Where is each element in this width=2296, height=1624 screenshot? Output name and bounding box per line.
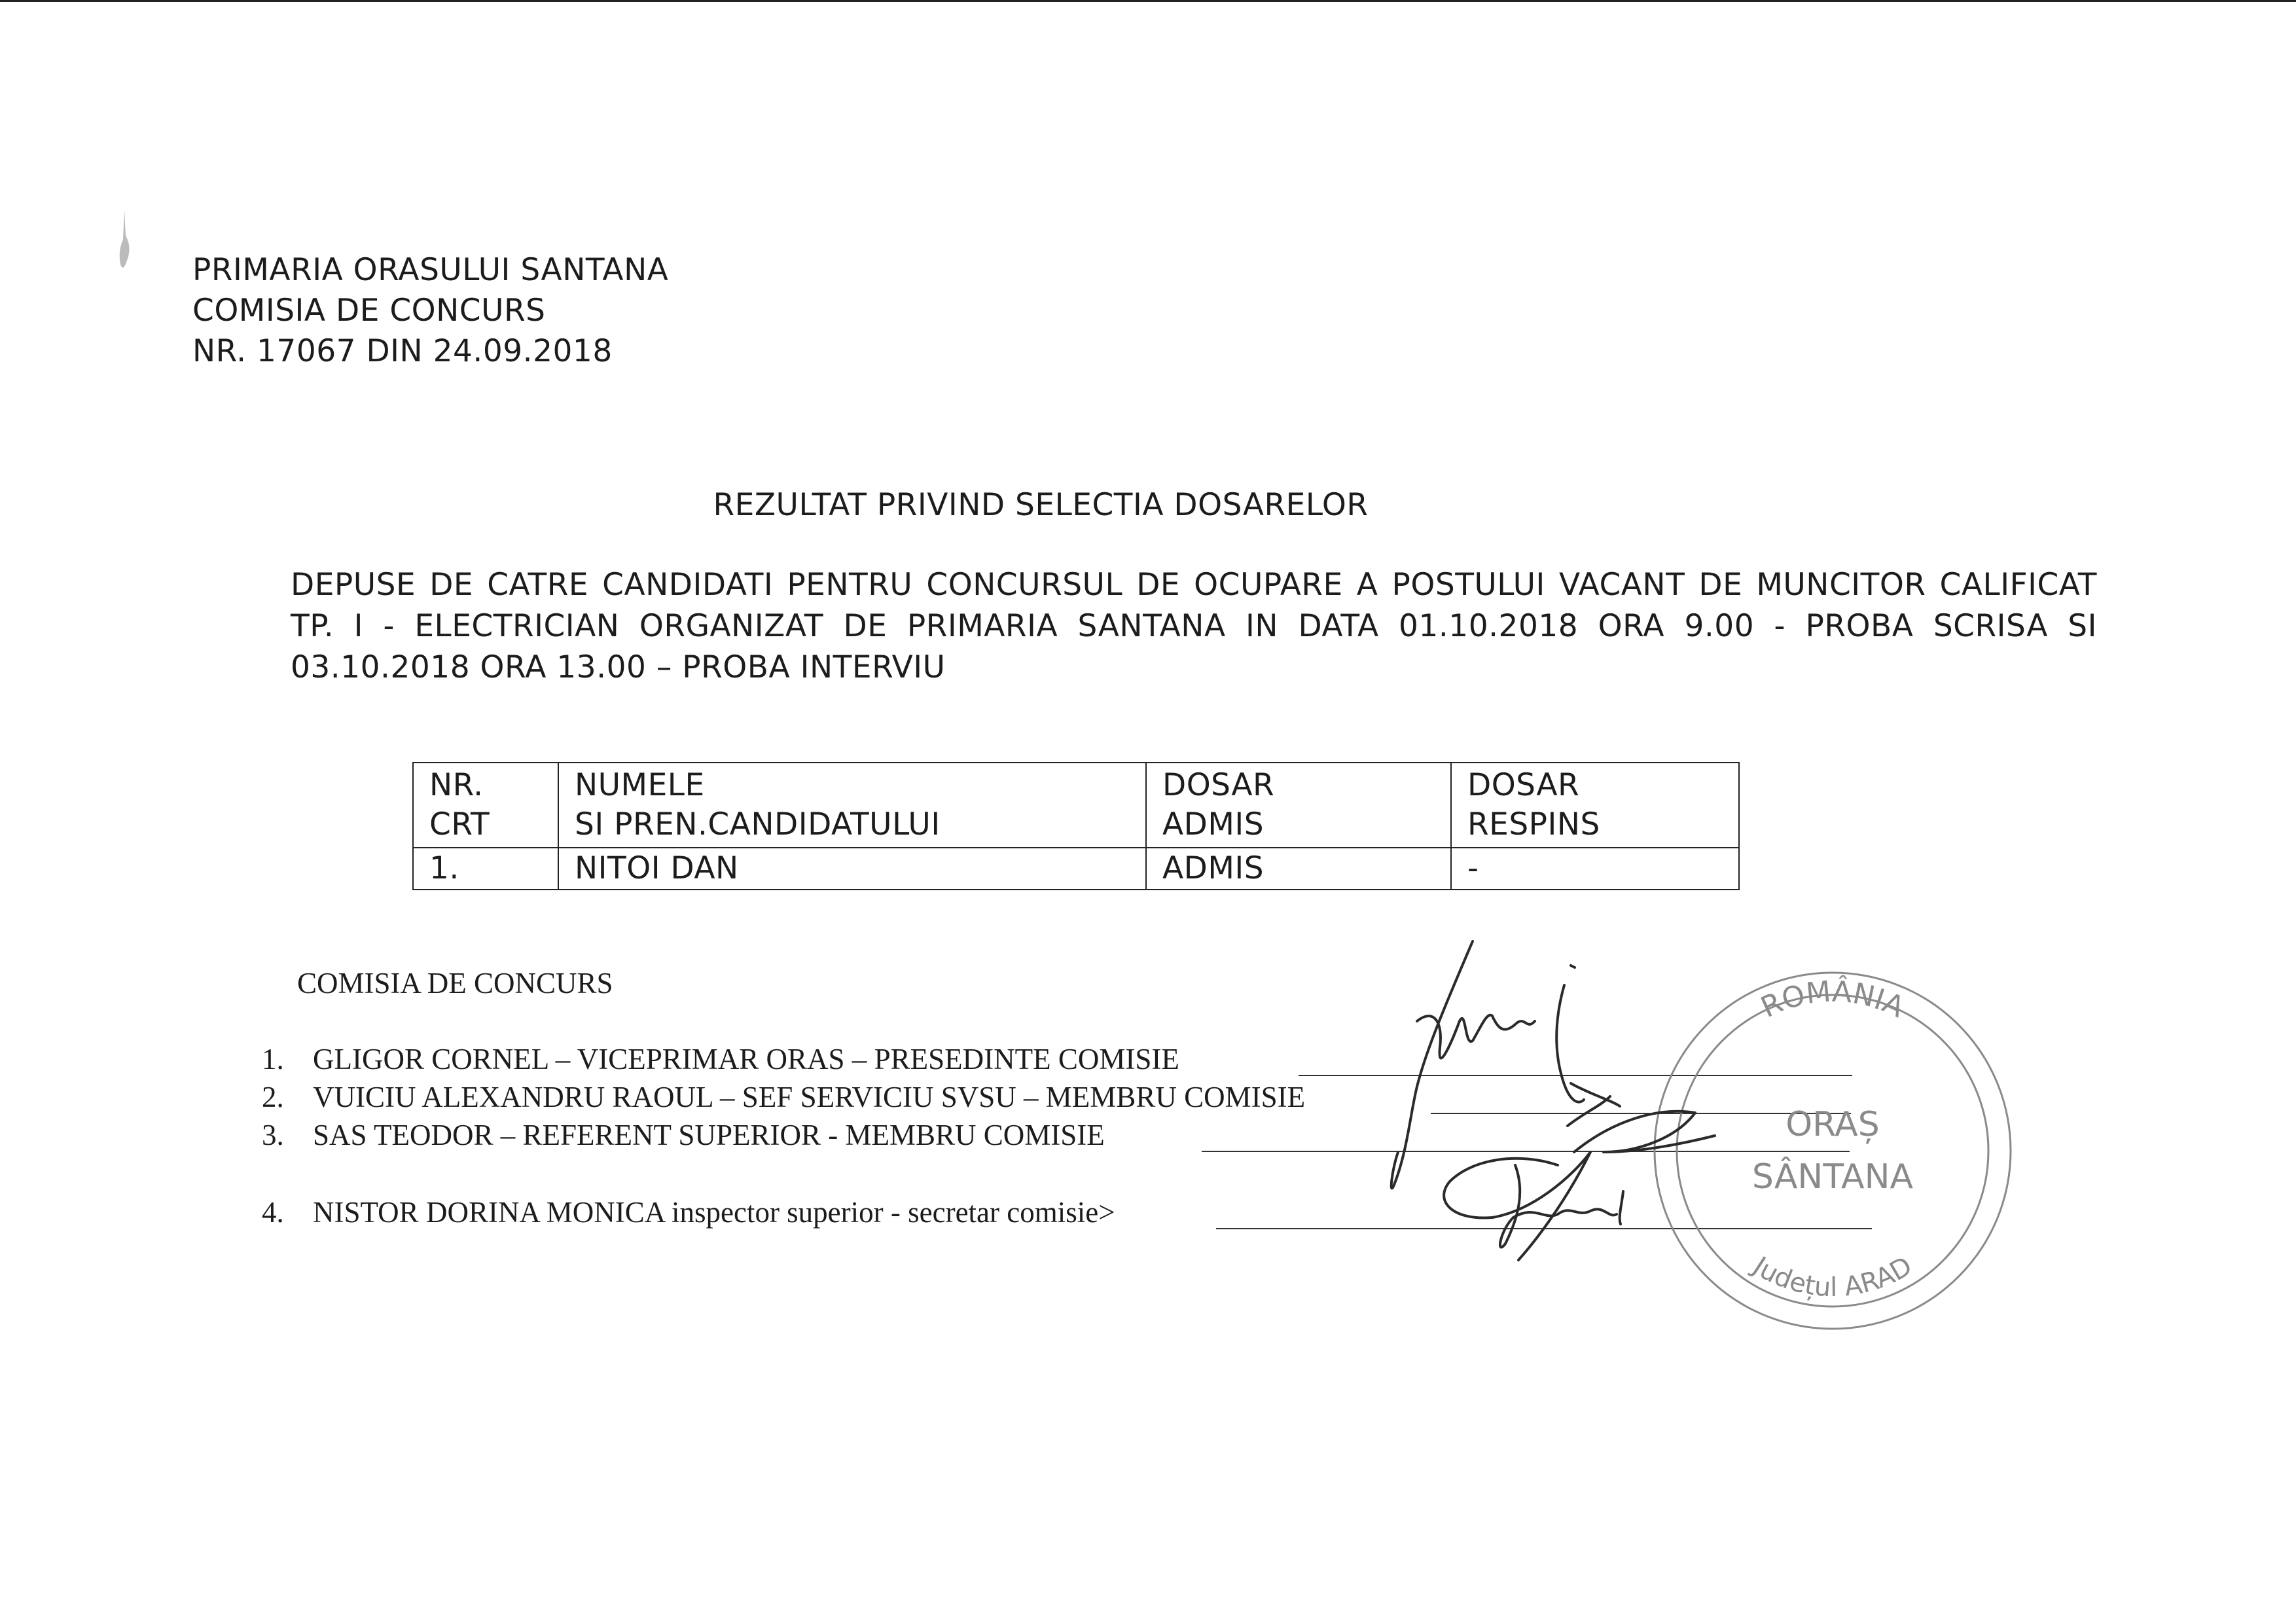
stamp-top-text: ROMÂNIA <box>1755 975 1910 1025</box>
registration-number: NR. 17067 DIN 24.09.2018 <box>192 333 613 369</box>
institution-name: PRIMARIA ORASULUI SANTANA <box>192 252 669 288</box>
header-dosar-respins: DOSAR RESPINS <box>1451 763 1739 848</box>
commission-name: COMISIA DE CONCURS <box>192 293 546 329</box>
member-row-3: 3. SAS TEODOR – REFERENT SUPERIOR - MEMBRU COMISIE <box>262 1119 1105 1151</box>
stamp-middle-1: ORAȘ <box>1785 1105 1880 1144</box>
cell-respins: - <box>1451 848 1739 890</box>
scan-top-edge <box>0 0 2296 2</box>
document-title: REZULTAT PRIVIND SELECTIA DOSARELOR <box>713 487 1369 523</box>
signature-line-4 <box>1216 1228 1872 1229</box>
member-row-1: 1. GLIGOR CORNEL – VICEPRIMAR ORAS – PRESEDINTE COMISIE <box>262 1043 1179 1075</box>
stamp-middle-2: SÂNTANA <box>1751 1157 1914 1197</box>
header-nr-crt: NR. CRT <box>413 763 558 848</box>
results-table <box>412 762 1740 890</box>
stamp-bottom-text: Județul ARAD <box>1748 1251 1918 1303</box>
intro-paragraph: DEPUSE DE CATRE CANDIDATI PENTRU CONCURSUL DE OCUPARE A POSTULUI VACANT DE MUNCITOR CALIFICAT TP. I - ELECTRICIAN ORGANIZAT DE PRIMARIA SANTANA IN DATA 01.10.2018 ORA 9.00 - PROBA SCRISA SI 03.10.2018 ORA 13.00 – PROBA INTERVIU <box>291 567 2097 685</box>
header-dosar-admis: DOSAR ADMIS <box>1146 763 1451 848</box>
member-row-2: 2. VUICIU ALEXANDRU RAOUL – SEF SERVICIU SVSU – MEMBRU COMISIE <box>262 1081 1306 1113</box>
signature-line-1 <box>1299 1075 1852 1076</box>
cell-nr: 1. <box>413 848 558 890</box>
document-header <box>192 250 668 372</box>
commission-label: COMISIA DE CONCURS <box>297 967 613 1000</box>
table-row <box>413 848 1739 890</box>
header-candidate-name: NUMELE SI PREN.CANDIDATULUI <box>558 763 1146 848</box>
cell-admis: ADMIS <box>1146 848 1451 890</box>
signature-line-3 <box>1202 1151 1850 1152</box>
cell-name: NITOI DAN <box>558 848 1146 890</box>
handwritten-signatures <box>1391 941 1715 1260</box>
scan-speck <box>115 209 134 275</box>
signature-line-2 <box>1431 1113 1851 1114</box>
table-header-row <box>413 763 1739 848</box>
member-row-4: 4. NISTOR DORINA MONICA inspector superior - secretar comisie> <box>262 1196 1115 1229</box>
